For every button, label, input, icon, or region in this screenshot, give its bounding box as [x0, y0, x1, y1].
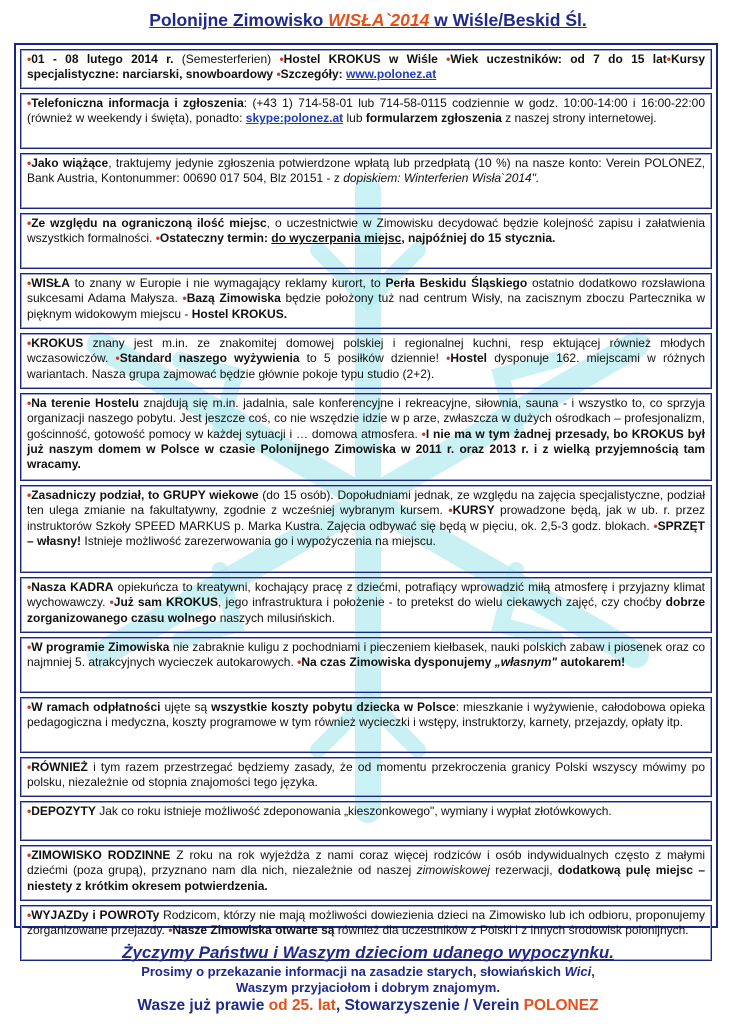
- lead: Nasza KADRA: [31, 580, 114, 594]
- lead: KROKUS: [31, 336, 84, 350]
- lead: WISŁA: [31, 276, 70, 290]
- age-range: Wiek uczestników: od 7 do 15 lat: [450, 52, 667, 66]
- bullet: •: [27, 908, 32, 922]
- deadline-end: , najpóźniej do 15 stycznia.: [401, 231, 556, 246]
- info-block-staff: [20, 577, 712, 633]
- bullet: •: [297, 655, 302, 670]
- lead: Jako wiążące: [31, 156, 109, 170]
- bullet: •: [27, 396, 32, 410]
- courses-label: KURSY: [452, 503, 495, 518]
- text: naszych milusińskich.: [216, 610, 336, 625]
- pearl-label: Perła Beskidu Śląskiego: [385, 276, 528, 290]
- text: Jak co roku istnieje możliwość zdeponowania „kieszonkowego", wymiany i wypłat złotówkowych.: [95, 804, 612, 818]
- text: również dla uczestników z Polski i z innych środowisk polonijnych.: [334, 923, 689, 938]
- bullet: •: [168, 923, 173, 938]
- text: Rodzicom, którzy nie mają możliwości dowiezienia dzieci na Zimowisko lub ich odbioru, proponujemy zorganizowane przejazdy.: [27, 908, 706, 938]
- bullet: •: [27, 488, 32, 502]
- bullet: •: [109, 595, 114, 610]
- dates: 01 - 08 lutego 2014 r.: [31, 52, 174, 66]
- text: znajdują się m.in. jadalnia, sale konferencyjne i rekreacyjne, siłownia, sauna - i wszystko to, co sprzyja organizacji naszego pobytu. Jest jeszcze coś, co nie wszędzie idzie w p arze, zwłaszcza w dużych ośrodkach – profesjonalizm, gościnność, gotowość pomocy w każdej sytuacji i … domowa atmosfera.: [27, 396, 705, 441]
- info-block-deposits: [20, 801, 712, 841]
- text-italic: zimowiskowej: [416, 863, 490, 878]
- bullet: •: [27, 848, 32, 862]
- bullet: •: [182, 291, 187, 306]
- lead: WYJAZDy i POWROTy: [31, 908, 160, 922]
- bullet: •: [115, 351, 120, 366]
- text: i tym razem przestrzegać będziemy zasady, że od momentu przekroczenia granicy Polski wszyscy mówimy po polsku, niezależnie od stopnia znajomości tego języka.: [27, 760, 705, 790]
- hostel-label: Hostel KROKUS.: [191, 306, 288, 321]
- bullet: •: [27, 700, 32, 714]
- bullet: •: [446, 351, 451, 366]
- pool-label: dodatkową pulę miejsc – niestety z krótkim okresem potwierdzenia: [27, 863, 706, 893]
- bullet: •: [653, 518, 658, 533]
- bullet: •: [27, 580, 32, 594]
- text: Prosimy o przekazanie informacji na zasadzie starych, słowiańskich: [141, 964, 565, 979]
- lead: Na terenie Hostelu: [31, 396, 139, 410]
- food-label: Standard naszego wyżywienia: [119, 351, 300, 366]
- lead: Ze względu na ograniczoną ilość miejsc: [31, 216, 267, 230]
- text: dysponuje 162. miejscami w różnych wariantach. Nasza grupa zajmować będzie głównie pokoje typu studio (2+2).: [27, 351, 705, 381]
- text: Z roku na rok wyjeżdża z nami coraz więcej rodziców i osób indywidualnych często z małymi dziećmi (poza grupą), przyznano nam dla nich, niezależnie od naszej: [27, 848, 705, 878]
- text: znany jest m.in. ze znakomitej domowej polskiej i regionalnej kuchni, resp ektującej również młodych wczasowiczów.: [27, 336, 705, 366]
- footer-wishes: Życzymy Państwu i Waszym dzieciom udanego wypoczynku.: [122, 943, 614, 962]
- lead: W programie Zimowiska: [31, 640, 170, 654]
- bullet: •: [666, 52, 671, 66]
- form-label: formularzem zgłoszenia: [365, 111, 502, 126]
- text: ,: [591, 964, 595, 979]
- bullet: •: [421, 426, 426, 441]
- bus-own: „własnym": [494, 655, 558, 670]
- text: .: [264, 878, 268, 893]
- info-block-groups: [20, 485, 712, 573]
- bullet: •: [27, 52, 32, 66]
- base-label: Bazą Zimowiska: [186, 291, 281, 306]
- hostel-label: Hostel: [450, 351, 488, 366]
- deadline-label: Ostateczny termin:: [159, 231, 272, 246]
- bullet: •: [155, 231, 160, 246]
- text: to 5 posiłków dziennie!: [299, 351, 447, 366]
- years-accent: od 25. lat: [268, 997, 336, 1014]
- bullet: •: [27, 216, 32, 230]
- krokus-label: Już sam KROKUS: [113, 595, 219, 610]
- details-label: Szczegóły:: [280, 67, 346, 82]
- bullet: •: [276, 67, 281, 82]
- bus-end: autokarem!: [557, 655, 626, 670]
- title-post: w Wiśle/Beskid Śl.: [429, 10, 587, 30]
- text: [438, 52, 446, 66]
- footer: [0, 942, 736, 1016]
- open-label: Nasze Zimowiska otwarte są: [172, 923, 335, 938]
- info-block-facilities: [20, 393, 712, 481]
- all-costs-label: wszystkie koszty pobytu dziecka w Polsce: [211, 700, 456, 714]
- text: , jego infrastruktura i położenie - to pretekst do wielu ciekawych zajęć, czy choćby: [218, 595, 666, 610]
- title-accent: WISŁA`2014: [328, 10, 430, 30]
- text: , traktujemy jedynie zgłoszenia potwierdzone wpłatą lub przedpłatą (10 %) na nasze konto: Verein POLONEZ, Bank Austria, Kontonummer: 00690 017 504, Blz 20151 - z: [27, 156, 705, 186]
- bullet: •: [27, 156, 32, 170]
- bullet: •: [27, 640, 32, 654]
- info-block-payment: [20, 153, 712, 209]
- text: : mieszkanie i wyżywienie, całodobowa opieka pedagogiczna i medyczna, koszty programowe w tym również wycieczki i wstępy, instruktorzy, karnety, przejazdy, opłaty itp.: [27, 700, 705, 730]
- text: rezerwacji,: [489, 863, 558, 878]
- lead: RÓWNIEŻ: [31, 760, 88, 774]
- text: ostatnio dodatkowo rozsławiona sukcesami Adama Małysza.: [27, 276, 705, 306]
- lead: DEPOZYTY: [31, 804, 96, 818]
- text: (do 15 osób). Dopołudniami jednak, ze względu na zajęcia specjalistyczne, podział ten ulega zmianie na fakultatywny, zgodnie z wcześniej wybranym kursem.: [27, 488, 705, 518]
- footer-request: [0, 964, 736, 980]
- gear-label: SPRZĘT – własny!: [27, 518, 705, 548]
- text: ujęte są: [160, 700, 212, 714]
- info-block-dates: [20, 49, 712, 89]
- footer-signature: [0, 996, 736, 1016]
- free-time-label: dobrze zorganizowanego czasu wolnego: [27, 595, 705, 625]
- closing-statement: I nie ma w tym żadnej przesady, bo KROKUS był już naszym domem w Polsce w czasie Polonijnego Zimowiska w 2011 r. oraz 2013 r. i z wielką przyjemnością tam wracamy.: [27, 426, 705, 472]
- title-pre: Polonijne Zimowisko: [149, 10, 329, 30]
- bullet: •: [27, 804, 32, 818]
- bullet: •: [446, 52, 451, 66]
- bullet: •: [279, 52, 284, 66]
- website-link[interactable]: www.polonez.at: [346, 67, 437, 82]
- lead: ZIMOWISKO RODZINNE: [31, 848, 171, 862]
- footer-friends: Waszym przyjaciołom i dobrym znajomym.: [236, 980, 500, 995]
- text: : (+43 1) 714-58-01 lub 714-58-0115 codziennie w godz. 10:00-14:00 i 16:00-22:00 (również w weekendy i święta), ponadto:: [27, 96, 705, 126]
- bullet: •: [27, 336, 32, 350]
- info-block-wisla: [20, 273, 712, 329]
- hostel-name: Hostel KROKUS w Wiśle: [283, 52, 438, 66]
- info-block-places: [20, 213, 712, 269]
- skype-link[interactable]: skype:polonez.at: [245, 111, 344, 126]
- info-block-phone: [20, 93, 712, 149]
- text: , o uczestnictwie w Zimowisku decydować będzie kolejność zapisu i załatwienia wszystkich formalności.: [27, 216, 705, 246]
- text: to znany w Europie i nie wymagający reklamy kurort, to: [69, 276, 386, 290]
- payment-note: dopiskiem: Winterferien Wisła`2014".: [343, 171, 540, 186]
- info-block-costs: [20, 697, 712, 753]
- text: będzie położony tuż nad centrum Wisły, na zacisznym zboczu Partecznika w pięknym widokowym miejscu -: [27, 291, 706, 321]
- lead: W ramach odpłatności: [31, 700, 161, 714]
- deadline-underlined: do wyczerpania miejsc: [271, 231, 402, 246]
- bullet: •: [27, 760, 32, 774]
- text: Wasze już prawie: [137, 997, 269, 1014]
- bullet: •: [27, 276, 32, 290]
- brand-name: POLONEZ: [523, 997, 599, 1014]
- page-title: [0, 10, 736, 31]
- text: nie zabraknie kuligu z pochodniami i pieczeniem kiełbasek, nauki polskich zabaw i piosenek oraz co najmniej 5. atrakcyjnych wycieczek autokarowych.: [27, 640, 705, 670]
- phone-label: Telefoniczna informacja i zgłoszenia: [31, 96, 244, 110]
- text: (Semesterferien): [173, 52, 280, 66]
- bullet: •: [448, 503, 453, 518]
- courses: Kursy specjalistyczne: narciarski, snowboardowy: [27, 52, 705, 82]
- bus-label: Na czas Zimowiska dysponujemy: [301, 655, 495, 670]
- lead: Zasadniczy podział, to GRUPY wiekowe: [31, 488, 259, 502]
- info-block-krokus: [20, 333, 712, 389]
- info-block-language: [20, 757, 712, 797]
- text: , Stowarzyszenie / Verein: [335, 997, 524, 1014]
- text: z naszej strony internetowej.: [501, 111, 657, 126]
- content-frame: [14, 43, 718, 938]
- info-block-program: [20, 637, 712, 693]
- text: lub: [343, 111, 366, 126]
- bullet: •: [27, 96, 32, 110]
- info-block-family: [20, 845, 712, 901]
- text: opiekuńcza to kreatywni, kochający pracę z dziećmi, potrafiący wprowadzić miłą atmosferę i przyjazny klimat wychowawczy.: [27, 580, 705, 610]
- text-italic: Wici: [564, 964, 592, 979]
- text: prowadzone będą, jak w ub. r. przez instruktorów Szkoły SPEED MARKUS p. Marka Kustra. Zajęcia odbywać się będą w pięciu, ok. 2,5-3 godz. blokach.: [27, 503, 705, 533]
- text: Istnieje możliwość zarezerwowania go i wypożyczenia na miejscu.: [81, 533, 436, 548]
